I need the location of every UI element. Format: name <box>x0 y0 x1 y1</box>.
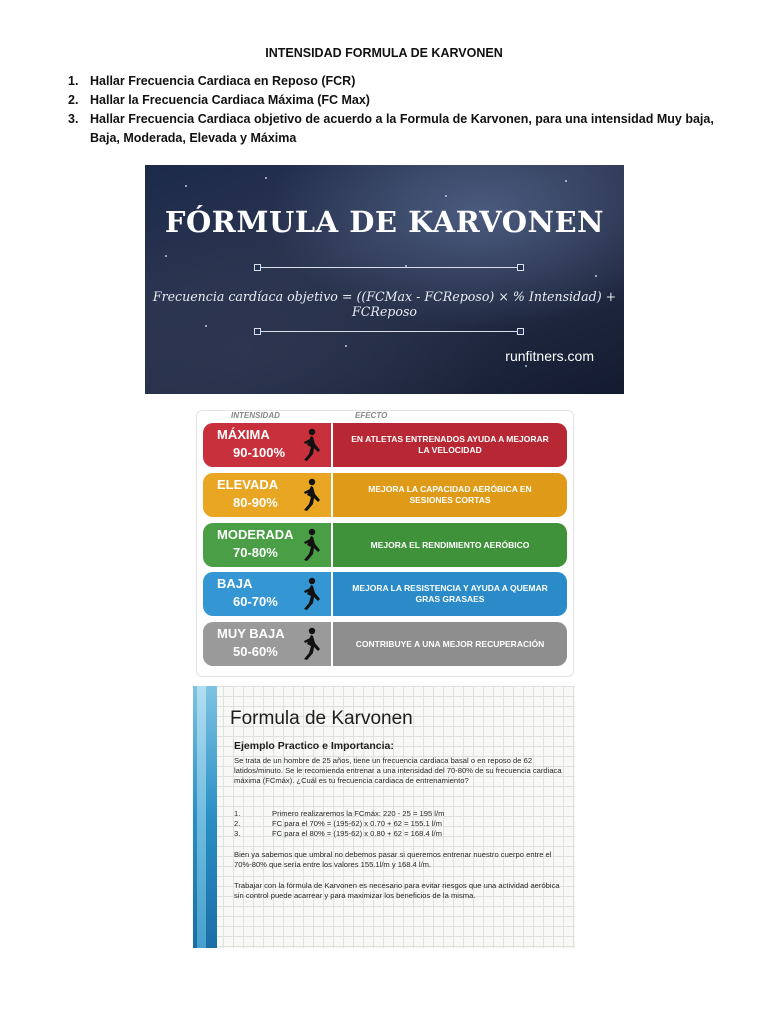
task-text: Hallar la Frecuencia Cardiaca Máxima (FC Max) <box>90 93 370 107</box>
banner-title: FÓRMULA DE KARVONEN <box>164 205 605 239</box>
runner-icon <box>299 627 321 661</box>
intensity-effect: EN ATLETAS ENTRENADOS AYUDA A MEJORAR LA VELOCIDAD <box>333 423 567 467</box>
intensity-level-range: 90-100% <box>233 445 286 460</box>
slide-accent-stripe <box>193 686 217 948</box>
banner-formula: Frecuencia cardíaca objetivo = ((FCMax - FCReposo) × % Intensidad) + FCReposo <box>152 289 617 319</box>
karvonen-slide-image <box>193 686 575 948</box>
slide-intro: Se trata de un hombre de 25 años, tiene un frecuencia cardiaca basal o en reposo de 62 latidos/minuto. Se le recomienda entrenar a una intensidad del 70-80% de su frecuencia cardiaca máxima (FCmáx). ¿Cuál es tu frecuencia cardiaca de entrenamiento? <box>234 756 562 785</box>
banner-divider-bottom <box>258 331 520 332</box>
runner-icon <box>299 577 321 611</box>
slide-paragraph: Trabajar con la fórmula de Karvonen es necesario para evitar riesgos que una actividad aeróbica sin control puede acarrear y para maximizar los beneficios de la misma. <box>234 881 560 900</box>
intensity-header: INTENSIDAD <box>231 411 280 420</box>
task-list <box>68 72 728 148</box>
step-number: 2. <box>234 819 241 828</box>
slide-subtitle: Ejemplo Practico e Importancia: <box>234 740 394 752</box>
runner-icon <box>299 428 321 462</box>
intensity-effect: CONTRIBUYE A UNA MEJOR RECUPERACIÓN <box>333 622 567 666</box>
intensity-level-cell <box>203 473 331 517</box>
intensity-level-range: 70-80% <box>233 545 278 560</box>
slide-step <box>234 829 564 839</box>
intensity-row <box>203 622 567 666</box>
task-number: 2. <box>68 93 79 107</box>
intensity-row <box>203 423 567 467</box>
intensity-level-name: MUY BAJA <box>217 626 285 641</box>
slide-title: Formula de Karvonen <box>230 708 413 729</box>
runner-icon <box>299 528 321 562</box>
intensity-level-range: 60-70% <box>233 594 278 609</box>
slide-step <box>234 819 564 829</box>
banner-website: runfitners.com <box>505 348 594 364</box>
step-text: FC para el 70% = (195-62) x 0.70 + 62 = 155.1 l/m <box>272 819 442 828</box>
effect-header: EFECTO <box>355 411 388 420</box>
task-item <box>68 72 728 91</box>
task-item <box>68 110 728 148</box>
intensity-table-image <box>196 410 574 677</box>
karvonen-banner-image <box>145 165 624 394</box>
intensity-level-range: 50-60% <box>233 644 278 659</box>
slide-step <box>234 809 564 819</box>
intensity-level-range: 80-90% <box>233 495 278 510</box>
task-item <box>68 91 728 110</box>
step-number: 1. <box>234 809 241 818</box>
intensity-row <box>203 473 567 517</box>
task-number: 1. <box>68 74 79 88</box>
intensity-row <box>203 572 567 616</box>
task-number: 3. <box>68 112 79 126</box>
task-text: Hallar Frecuencia Cardiaca objetivo de acuerdo a la Formula de Karvonen, para una intensidad Muy baja, Baja, Moderada, Elevada y Máxima <box>90 112 714 145</box>
intensity-effect: MEJORA LA CAPACIDAD AERÓBICA EN SESIONES CORTAS <box>333 473 567 517</box>
document-title: INTENSIDAD FORMULA DE KARVONEN <box>265 46 503 60</box>
slide-steps <box>234 809 564 839</box>
intensity-level-name: BAJA <box>217 576 253 591</box>
intensity-level-name: MÁXIMA <box>217 427 270 442</box>
step-text: FC para el 80% = (195-62) x 0.80 + 62 = 168.4 l/m <box>272 829 442 838</box>
intensity-effect: MEJORA LA RESISTENCIA Y AYUDA A QUEMAR GRAS GRASAES <box>333 572 567 616</box>
step-number: 3. <box>234 829 241 838</box>
intensity-level-cell <box>203 572 331 616</box>
intensity-row <box>203 523 567 567</box>
intensity-level-cell <box>203 523 331 567</box>
task-text: Hallar Frecuencia Cardiaca en Reposo (FCR) <box>90 74 356 88</box>
intensity-level-name: MODERADA <box>217 527 294 542</box>
runner-icon <box>299 478 321 512</box>
intensity-level-cell <box>203 423 331 467</box>
intensity-effect: MEJORA EL RENDIMIENTO AERÓBICO <box>333 523 567 567</box>
banner-divider-top <box>258 267 520 268</box>
intensity-level-name: ELEVADA <box>217 477 279 492</box>
intensity-level-cell <box>203 622 331 666</box>
step-text: Primero realizaremos la FCmáx: 220 - 25 = 195 l/m <box>272 809 445 818</box>
slide-paragraph: Bien ya sabemos que umbral no debemos pasar si queremos entrenar nuestro cuerpo entre el 70%-80% que sería entre los valores 155.1l/m y 168.4 l/m. <box>234 850 552 869</box>
